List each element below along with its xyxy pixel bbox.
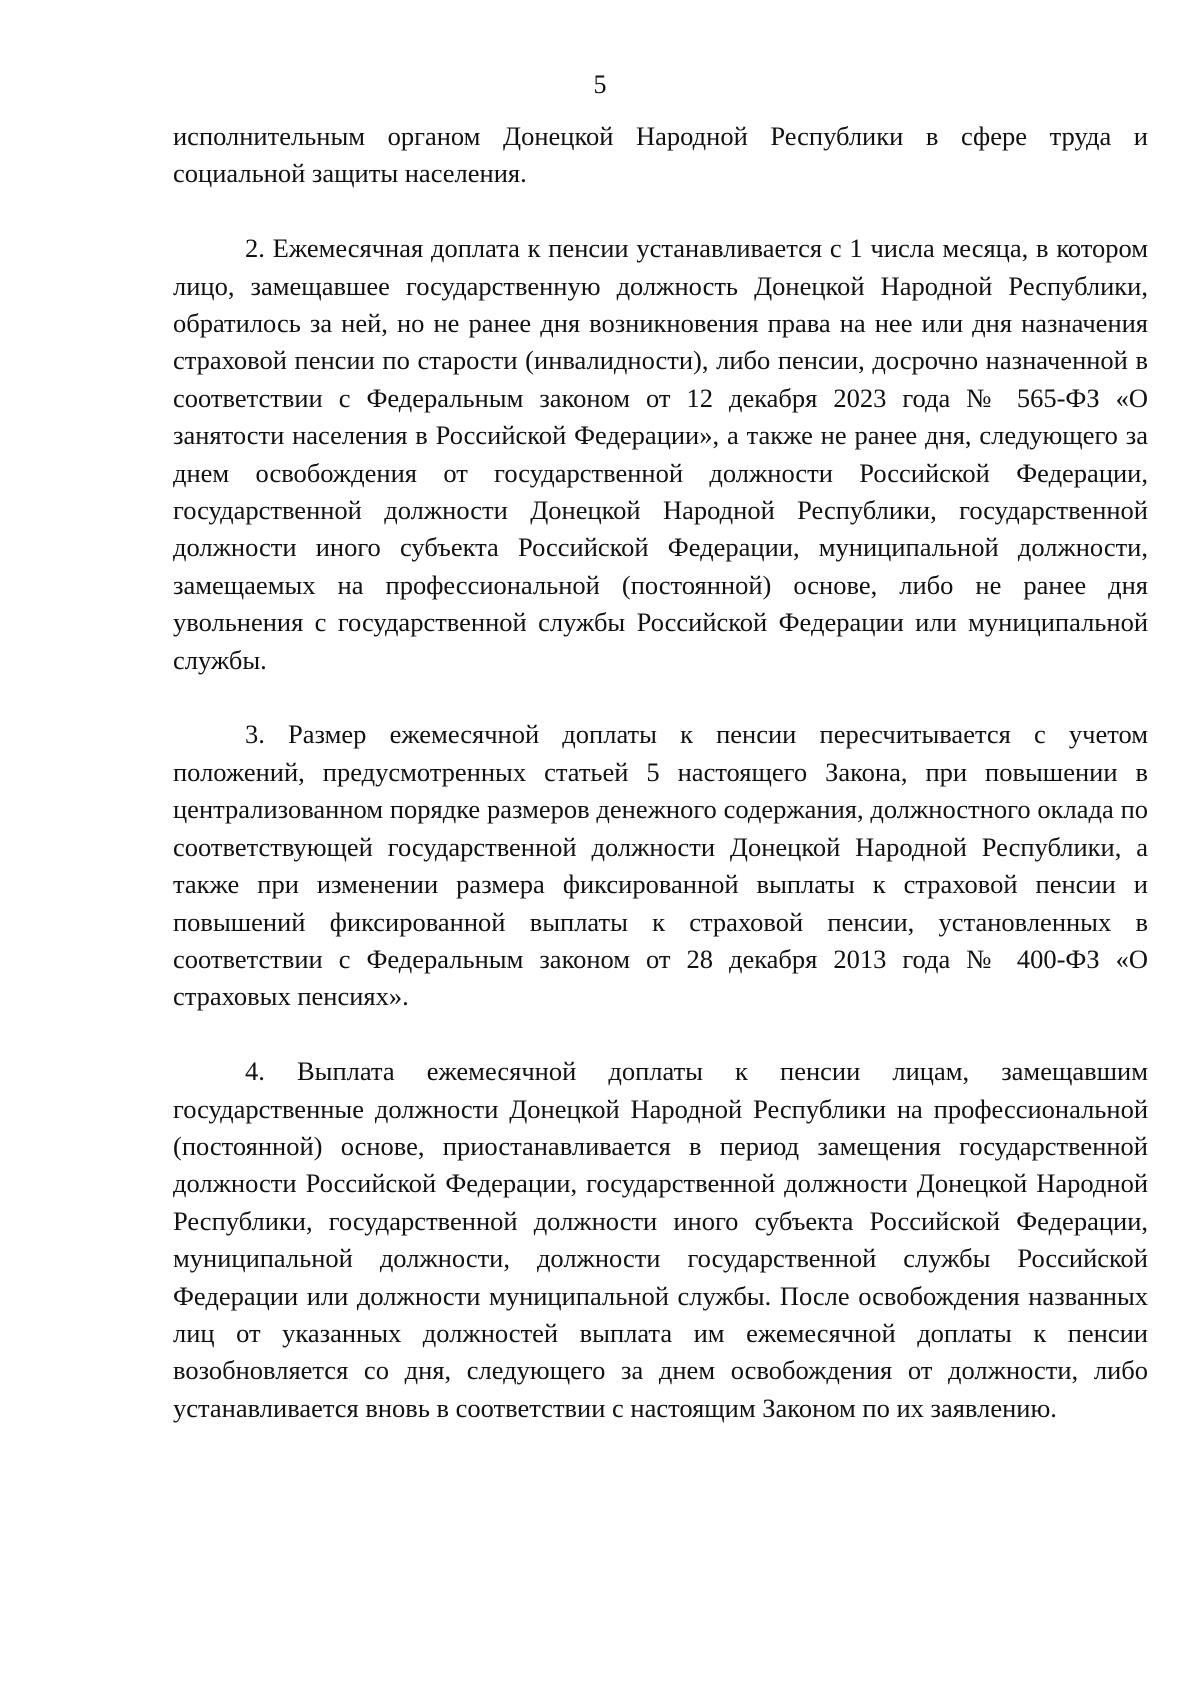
page-number: 5 — [593, 70, 607, 99]
paragraph-item-3: 3. Размер ежемесячной доплаты к пенсии пересчитывается с учетом положений, предусмотренных статьей 5 настоящего Закона, при повышении в централизованном порядке размеров денежного содержания, должностного оклада по соответствующей государственной должности Донецкой Народной Республики, а также при изменении размера фиксированной выплаты к страховой пенсии и повышений фиксированной выплаты к страховой пенсии, установленных в соответствии с Федеральным законом от 28 декабря 2013 года № 400-ФЗ «О страховых пенсиях». — [173, 719, 1148, 1012]
document-body — [173, 118, 1148, 1427]
paragraph-item-2: 2. Ежемесячная доплата к пенсии устанавливается с 1 числа месяца, в котором лицо, замещавшее государственную должность Донецкой Народной Республики, обратилось за ней, но не ранее дня возникновения права на нее или дня назначения страховой пенсии по старости (инвалидности), либо пенсии, досрочно назначенной в соответствии с Федеральным законом от 12 декабря 2023 года № 565-ФЗ «О занятости населения в Российской Федерации», а также не ранее дня, следующего за днем освобождения от государственной должности Российской Федерации, государственной должности Донецкой Народной Республики, государственной должности иного субъекта Российской Федерации, муниципальной должности, замещаемых на профессиональной (постоянной) основе, либо не ранее дня увольнения с государственной службы Российской Федерации или муниципальной службы. — [173, 233, 1148, 675]
paragraph-continuation: исполнительным органом Донецкой Народной Республики в сфере труда и социальной защиты населения. — [173, 121, 1148, 189]
paragraph-item-4: 4. Выплата ежемесячной доплаты к пенсии лицам, замещавшим государственные должности Донецкой Народной Республики на профессиональной (постоянной) основе, приостанавливается в период замещения государственной должности Российской Федерации, государственной должности Донецкой Народной Республики, государственной должности иного субъекта Российской Федерации, муниципальной должности, должности государственной службы Российской Федерации или должности муниципальной службы. После освобождения названных лиц от указанных должностей выплата им ежемесячной доплаты к пенсии возобновляется со дня, следующего за днем освобождения от должности, либо устанавливается вновь в соответствии с настоящим Законом по их заявлению. — [173, 1056, 1148, 1423]
